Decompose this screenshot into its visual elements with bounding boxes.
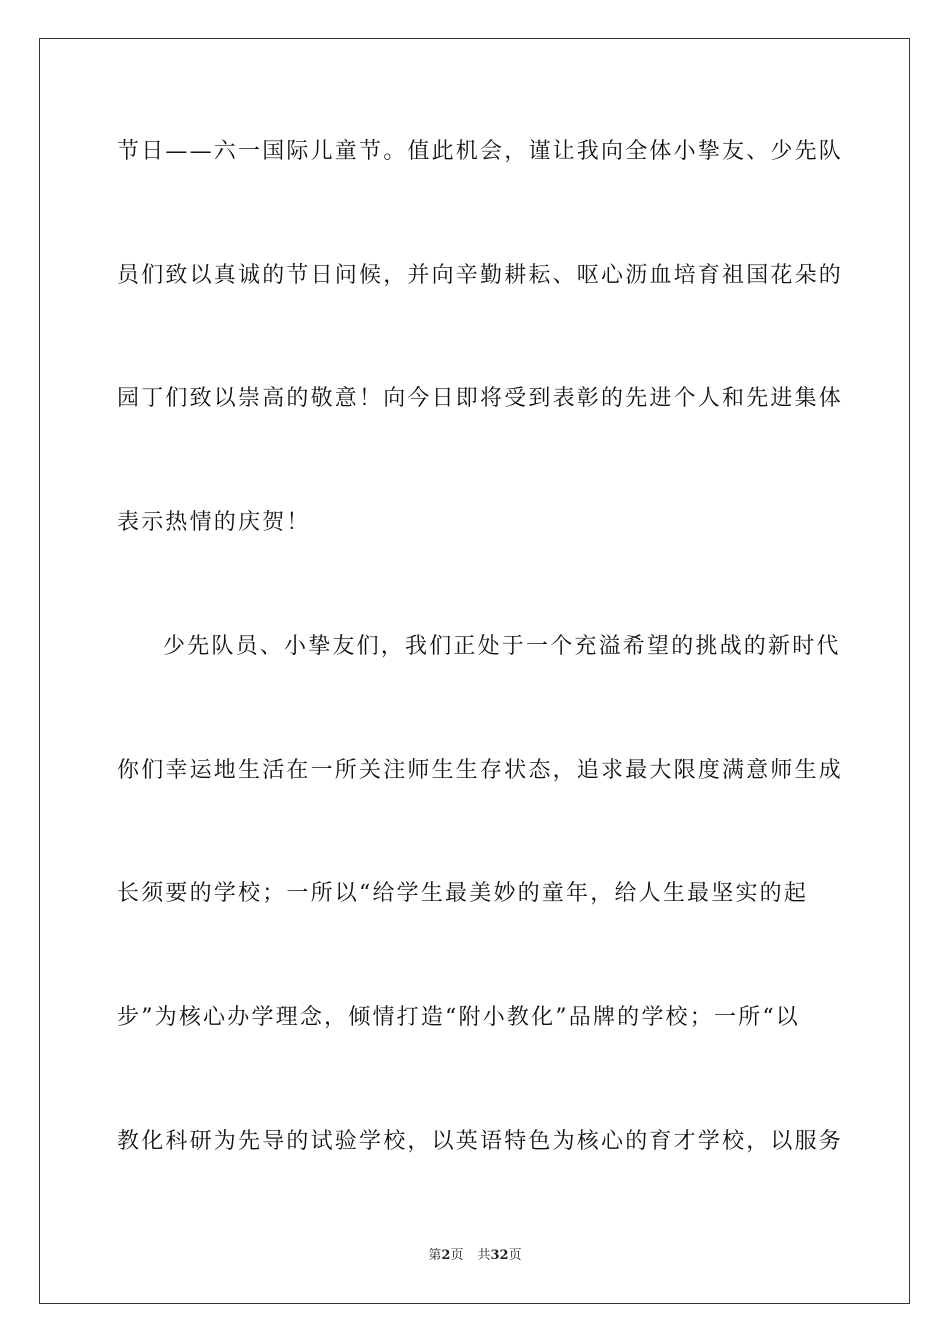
total-pages: 32 xyxy=(490,1248,509,1263)
page-border xyxy=(39,38,910,1304)
total-suffix: 页 xyxy=(508,1248,522,1263)
body-line-7: 长须要的学校；一所以“给学生最美妙的童年，给人生最坚实的起 xyxy=(117,881,809,906)
page-prefix: 第 xyxy=(428,1248,442,1263)
total-prefix: 共 xyxy=(477,1248,491,1263)
body-line-3: 园丁们致以崇高的敬意！向今日即将受到表彰的先进个人和先进集体 xyxy=(117,386,844,411)
page-number: 2 xyxy=(441,1248,451,1263)
body-line-6: 你们幸运地生活在一所关注师生生存状态，追求最大限度满意师生成 xyxy=(117,758,844,783)
body-line-2: 员们致以真诚的节日问候，并向辛勤耕耘、呕心沥血培育祖国花朵的 xyxy=(117,263,844,288)
body-line-9: 教化科研为先导的试验学校，以英语特色为核心的育才学校，以服务 xyxy=(117,1129,844,1154)
page-suffix: 页 xyxy=(450,1248,464,1263)
body-line-1: 节日——六一国际儿童节。值此机会，谨让我向全体小挚友、少先队 xyxy=(117,139,844,164)
body-line-8: 步”为核心办学理念，倾情打造“附小教化”品牌的学校；一所“以 xyxy=(117,1005,800,1030)
page-footer xyxy=(0,1247,950,1265)
body-line-4: 表示热情的庆贺！ xyxy=(117,510,311,535)
body-line-5: 少先队员、小挚友们，我们正处于一个充溢希望的挑战的新时代 xyxy=(163,634,841,659)
